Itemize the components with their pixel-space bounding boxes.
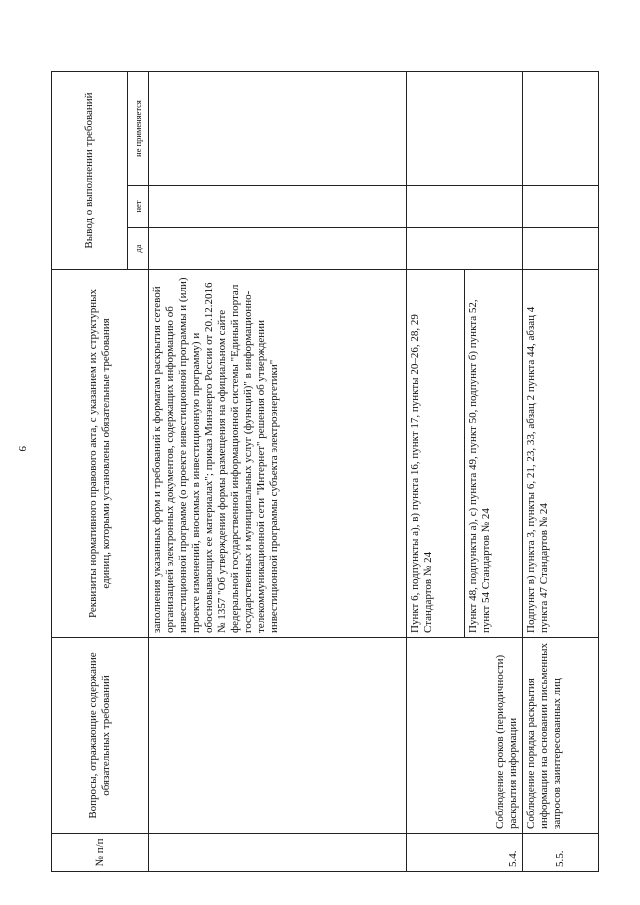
cell-na bbox=[407, 72, 523, 186]
table-row bbox=[407, 72, 465, 872]
header-conclusion: Вывод о выполнении требований bbox=[52, 72, 128, 270]
header-questions: Вопросы, отражающие содержание обязательных требований bbox=[52, 638, 149, 834]
header-no: нет bbox=[128, 186, 149, 228]
cell-yes bbox=[407, 228, 523, 270]
table-row bbox=[522, 72, 598, 872]
requirements-table bbox=[51, 71, 599, 872]
row-requisites: Подпункт в) пункта 3, пункты 6, 21, 23, 33, абзац 2 пункта 44, абзац 4 пункта 47 Стандартов № 24 bbox=[522, 270, 598, 638]
cell-na bbox=[149, 72, 407, 186]
table-row bbox=[149, 72, 407, 872]
cell-no bbox=[522, 186, 598, 228]
row-requisites: Пункт 48, подпункты а), с) пункта 49, пункт 50, подпункт б) пункта 52, пункт 54 Стандартов № 24 bbox=[464, 270, 522, 638]
cell-yes bbox=[149, 228, 407, 270]
header-na: не применяется bbox=[128, 72, 149, 186]
rotated-table-container bbox=[51, 72, 599, 872]
row-num: 5.5. bbox=[522, 834, 598, 872]
cell-no bbox=[149, 186, 407, 228]
row-num: 5.4. bbox=[407, 834, 523, 872]
row-requisites: заполнения указанных форм и требований к форматам раскрытия сетевой организацией электронных документов, содержащих информацию об инвестиционной программе (о проекте инвестиционной программы и (или) проекте изменений, вносимых в инвестиционную программу) и обосновывающих ее материалах"; приказ Минэнерго России от 20.12.2016 № 1357 "Об утверждении формы размещения на официальном сайте федеральной государственной информационной системы "Единый портал государственных и муниципальных услуг (функций)" в информационно-телекоммуникационной сети "Интернет" решения об утверждении инвестиционной программы субъекта электроэнергетики" bbox=[149, 270, 407, 638]
cell-yes bbox=[522, 228, 598, 270]
header-num: № п/п bbox=[52, 834, 149, 872]
row-question: Соблюдение порядка раскрытия информации на основании письменных запросов заинтересованных лиц bbox=[522, 638, 598, 834]
header-requisites: Реквизиты нормативного правового акта, с указанием их структурных единиц, которыми установлены обязательные требования bbox=[52, 270, 149, 638]
row-num bbox=[149, 834, 407, 872]
header-yes: да bbox=[128, 228, 149, 270]
page-number: 9 bbox=[16, 446, 28, 452]
cell-no bbox=[407, 186, 523, 228]
cell-na bbox=[522, 72, 598, 186]
row-requisites: Пункт 6, подпункты а), в) пункта 16, пункт 17, пункты 20–26, 28, 29 Стандартов № 24 bbox=[407, 270, 465, 638]
row-question bbox=[149, 638, 407, 834]
row-question: Соблюдение сроков (периодичности) раскрытия информации bbox=[407, 638, 523, 834]
